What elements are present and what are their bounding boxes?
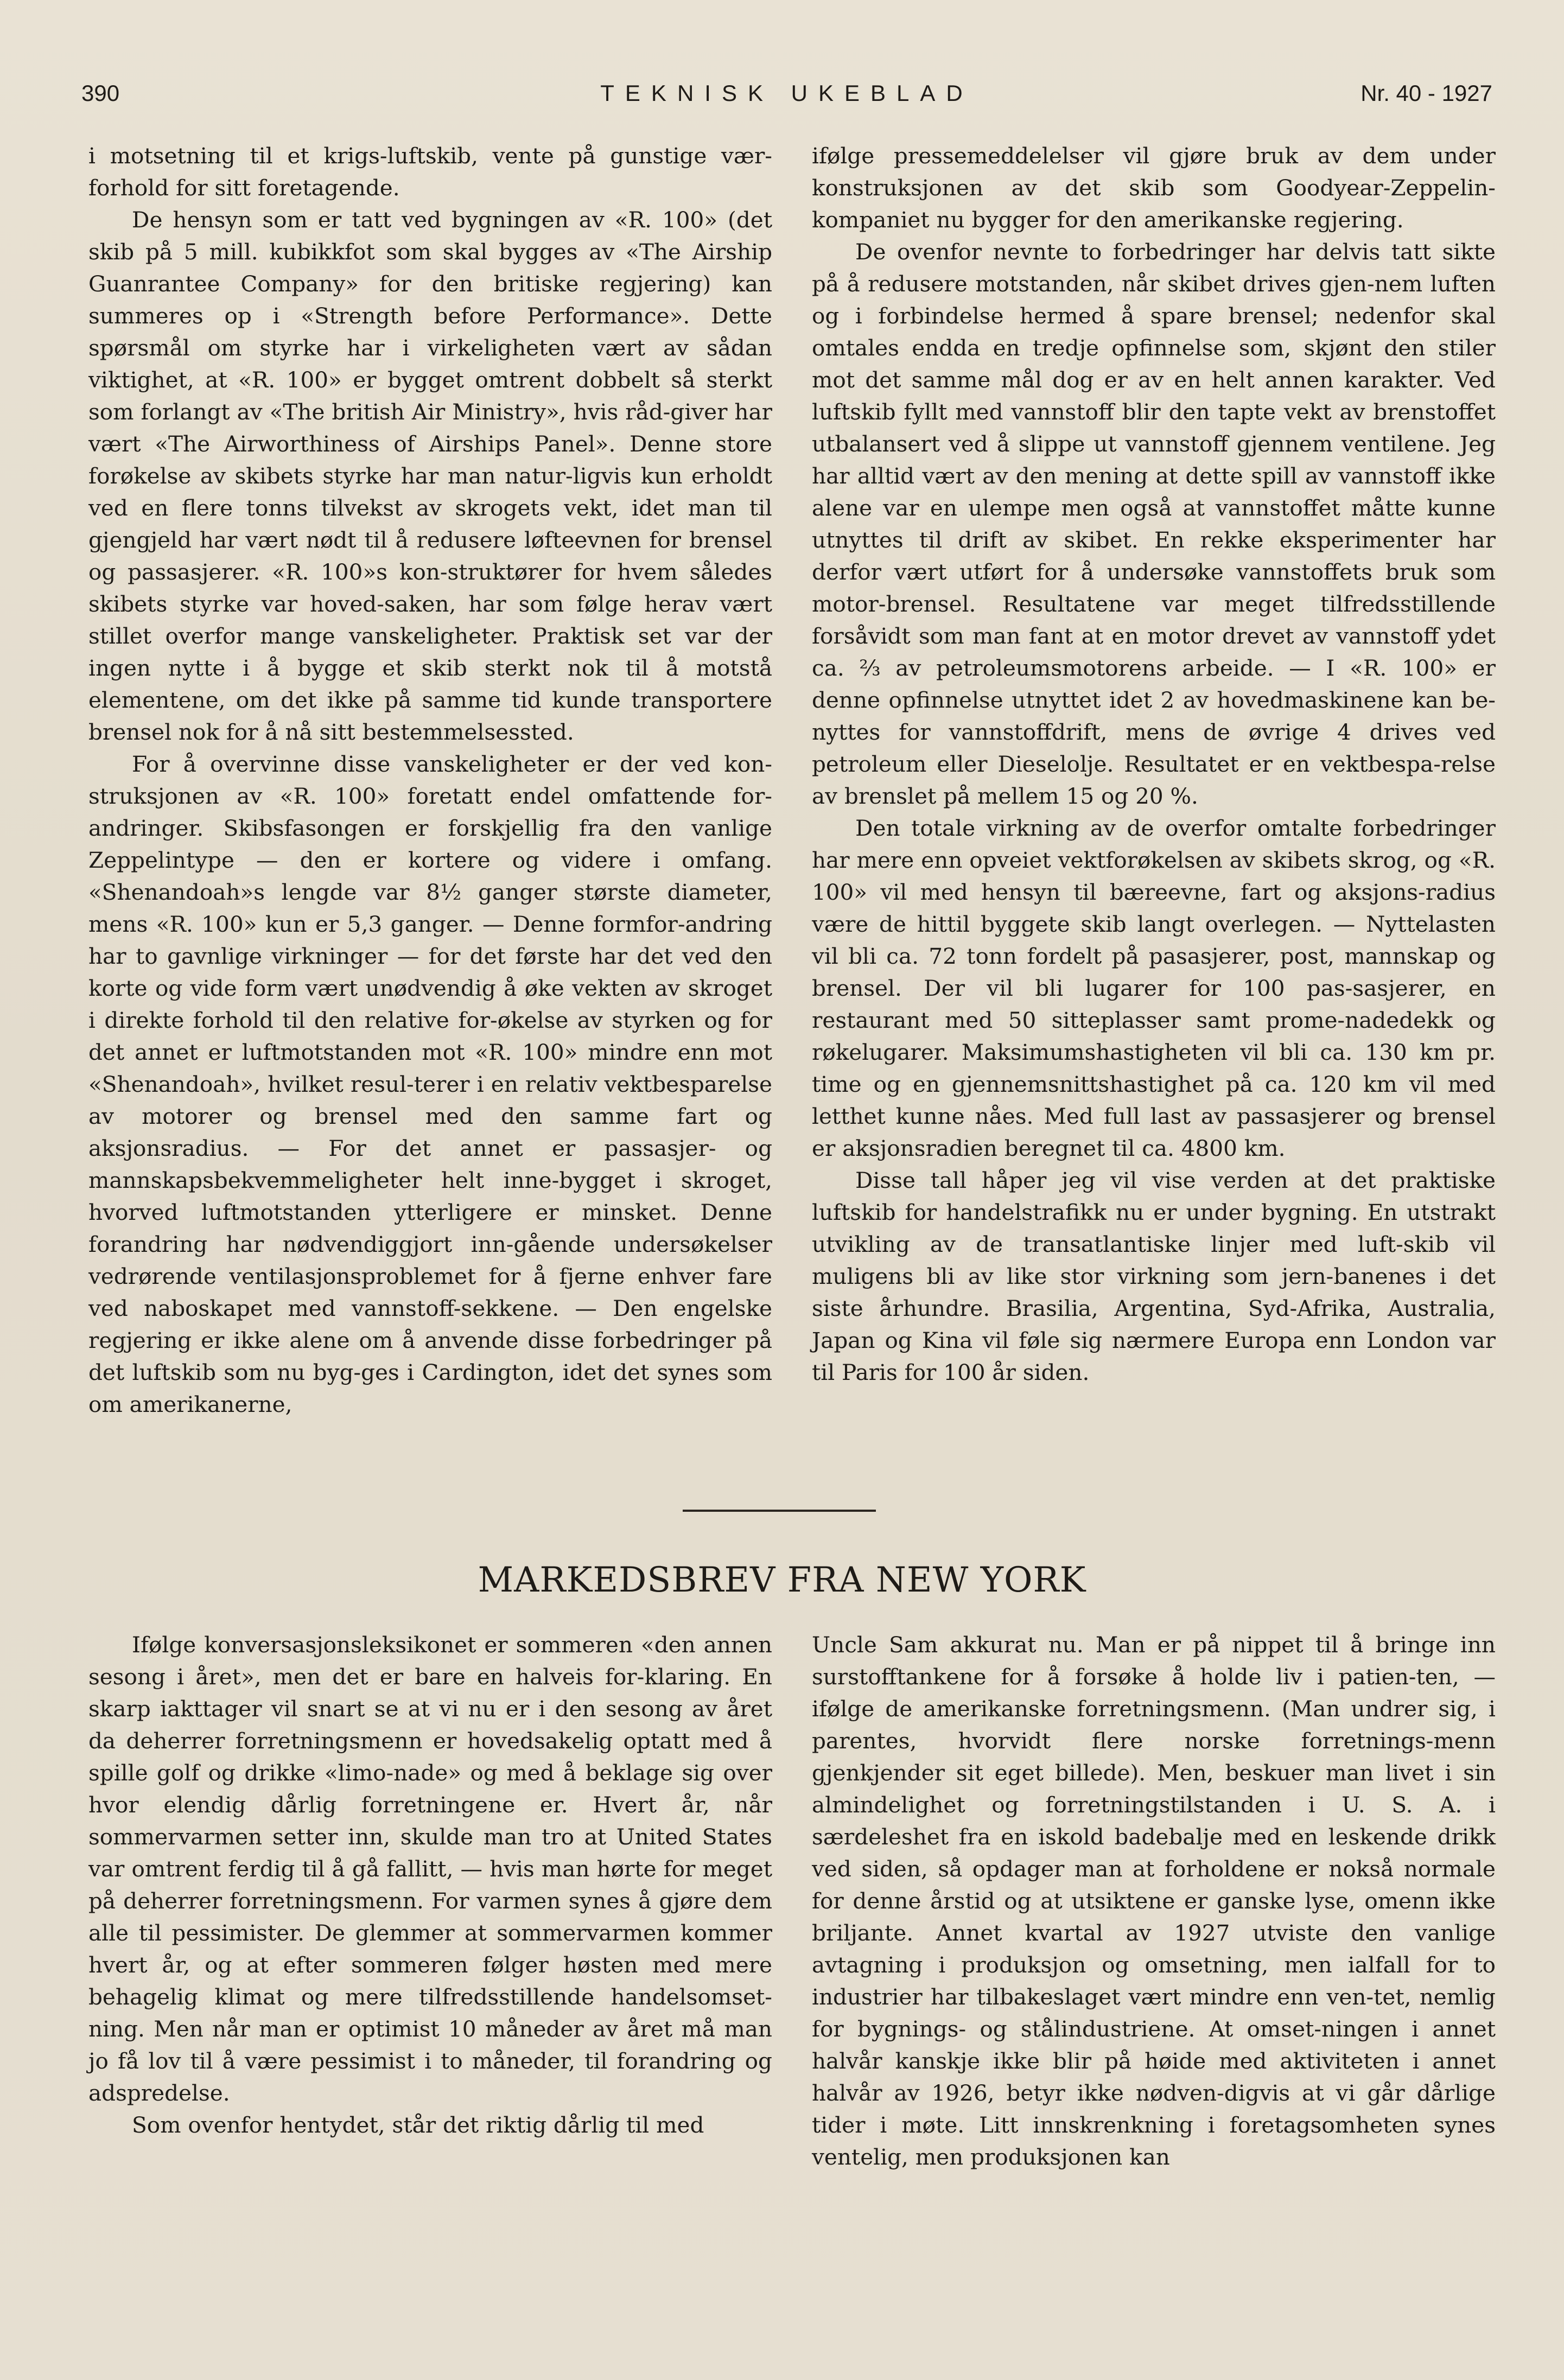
publication-title: TEKNISK UKEBLAD — [600, 80, 974, 106]
article2-right-column — [812, 1629, 1496, 2173]
paragraph: Som ovenfor hentydet, står det riktig dårlig til med — [132, 2112, 704, 2138]
article2-title: MARKEDSBREV FRA NEW YORK — [478, 1560, 1086, 1600]
paragraph: Disse tall håper jeg vil vise verden at det praktiske luftskib for handelstrafikk nu er under bygning. En utstrakt utvikling av de transatlantiske linjer med luft-skib vil muligens bli av like stor virkning som jern-banenes i det siste århundre. Brasilia, Argentina, Syd-Afrika, Australia, Japan og Kina vil føle sig nærmere Europa enn London var til Paris for 100 år siden. — [812, 1167, 1496, 1385]
paragraph: De hensyn som er tatt ved bygningen av «R. 100» (det skib på 5 mill. kubikkfot som skal bygges av «The Airship Guanrantee Company» for den britiske regjering) kan summeres op i «Strength before Performance». Dette spørsmål om styrke har i virkeligheten vært av sådan viktighet, at «R. 100» er bygget omtrent dobbelt så sterkt som forlangt av «The british Air Ministry», hvis råd-giver har vært «The Airworthiness of Airships Panel». Denne store forøkelse av skibets styrke har man natur-ligvis kun erholdt ved en flere tonns tilvekst av skrogets vekt, idet man til gjengjeld har vært nødt til å redusere løfteevnen for brensel og passasjerer. «R. 100»s kon-struktører for hvem således skibets styrke var hoved-saken, har som følge herav vært stillet overfor mange vanskeligheter. Praktisk set var der ingen nytte i å bygge et skib sterkt nok til å motstå elementene, om det ikke på samme tid kunde transportere brensel nok for å nå sitt bestemmelsessted. — [88, 207, 772, 745]
paragraph: ifølge pressemeddelelser vil gjøre bruk av dem under konstruksjonen av det skib som Goodyear-Zeppelin-kompaniet nu bygger for den amerikanske regjering. — [812, 143, 1496, 233]
section-divider — [683, 1510, 876, 1512]
paragraph: Uncle Sam akkurat nu. Man er på nippet til å bringe inn surstofftankene for å forsøke å holde liv i patien-ten, — ifølge de amerikanske forretningsmenn. (Man undrer sig, i parentes, hvorvidt flere norske forretnings-menn gjenkjender sit eget billede). Men, beskuer man livet i sin almindelighet og forretningstilstanden i U. S. A. i særdeleshet fra en iskold badebalje med en leskende drikk ved siden, så opdager man at forholdene er nokså normale for denne årstid og at utsiktene er ganske lyse, omenn ikke briljante. Annet kvartal av 1927 utviste den vanlige avtagning i produksjon og omsetning, men ialfall for to industrier har tilbakeslaget vært mindre enn ven-tet, nemlig for bygnings- og stålindustriene. At omset-ningen i annet halvår kanskje ikke blir på høide med aktiviteten i annet halvår av 1926, betyr ikke nødven-digvis at vi går dårlige tider i møte. Litt innskrenkning i foretagsomheten synes ventelig, men produksjonen kan — [812, 1632, 1496, 2170]
paragraph: For å overvinne disse vanskeligheter er der ved kon-struksjonen av «R. 100» foretatt endel omfattende for-andringer. Skibsfasongen er forskjellig fra den vanlige Zeppelintype — den er kortere og videre i omfang. «Shenandoah»s lengde var 8½ ganger største diameter, mens «R. 100» kun er 5,3 ganger. — Denne formfor-andring har to gavnlige virkninger — for det første har det ved den korte og vide form vært unødvendig å øke vekten av skroget i direkte forhold til den relative for-økelse av styrken og for det annet er luftmotstanden mot «R. 100» mindre enn mot «Shenandoah», hvilket resul-terer i en relativ vektbesparelse av motorer og brensel med den samme fart og aksjonsradius. — For det annet er passasjer- og mannskapsbekvemmeligheter helt inne-bygget i skroget, hvorved luftmotstanden ytterligere er minsket. Denne forandring har nødvendiggjort inn-gående undersøkelser vedrørende ventilasjonsproblemet for å fjerne enhver fare ved naboskapet med vannstoff-sekkene. — Den engelske regjering er ikke alene om å anvende disse forbedringer på det luftskib som nu byg-ges i Cardington, idet det synes som om amerikanerne, — [88, 751, 772, 1417]
paragraph: Ifølge konversasjonsleksikonet er sommeren «den annen sesong i året», men det er bare en halveis for-klaring. En skarp iakttager vil snart se at vi nu er i den sesong av året da deherrer forretningsmenn er hovedsakelig optatt med å spille golf og drikke «limo-nade» og med å beklage sig over hvor elendig dårlig forretningene er. Hvert år, når sommervarmen setter inn, skulde man tro at United States var omtrent ferdig til å gå fallitt, — hvis man hørte for meget på deherrer forretningsmenn. For varmen synes å gjøre dem alle til pessimister. De glemmer at sommervarmen kommer hvert år, og at efter sommeren følger høsten med mere behagelig klimat og mere tilfredsstillende handelsomset-ning. Men når man er optimist 10 måneder av året må man jo få lov til å være pessimist i to måneder, til forandring og adspredelse. — [88, 1632, 772, 2106]
paragraph: De ovenfor nevnte to forbedringer har delvis tatt sikte på å redusere motstanden, når skibet drives gjen-nem luften og i forbindelse hermed å spare brensel; nedenfor skal omtales endda en tredje opfinnelse som, skjønt den stiler mot det samme mål dog er av en helt annen karakter. Ved luftskib fyllt med vannstoff blir den tapte vekt av brenstoffet utbalansert ved å slippe ut vannstoff gjennem ventilene. Jeg har alltid vært av den mening at dette spill av vannstoff ikke alene var en ulempe men også at vannstoffet måtte kunne utnyttes til drift av skibet. En rekke eksperimenter har derfor vært utført for å undersøke vannstoffets bruk som motor-brensel. Resultatene var meget tilfredsstillende forsåvidt som man fant at en motor drevet av vannstoff ydet ca. ⅔ av petroleumsmotorens arbeide. — I «R. 100» er denne opfinnelse utnyttet idet 2 av hovedmaskinene kan be-nyttes for vannstoffdrift, mens de øvrige 4 drives ved petroleum eller Dieselolje. Resultatet er en vektbespa-relse av brenslet på mellem 15 og 20 %. — [812, 239, 1496, 809]
page-number: 390 — [81, 80, 120, 106]
paragraph: Den totale virkning av de overfor omtalte forbedringer har mere enn opveiet vektforøkelsen av skibets skrog, og «R. 100» vil med hensyn til bæreevne, fart og aksjons-radius være de hittil byggete skib langt overlegen. — Nyttelasten vil bli ca. 72 tonn fordelt på pasasjerer, post, mannskap og brensel. Der vil bli lugarer for 100 pas-sasjerer, en restaurant med 50 sitteplasser samt prome-nadedekk og røkelugarer. Maksimumshastigheten vil bli ca. 130 km pr. time og en gjennemsnittshastighet på ca. 120 km vil med letthet kunne nåes. Med full last av passasjerer og brensel er aksjonsradien beregnet til ca. 4800 km. — [812, 815, 1496, 1161]
page-header — [81, 80, 1492, 113]
issue-number: Nr. 40 - 1927 — [1360, 80, 1492, 106]
article1-left-column — [88, 140, 772, 1421]
paragraph: i motsetning til et krigs-luftskib, vente på gunstige vær-forhold for sitt foretagende. — [88, 143, 772, 201]
article2-left-column — [88, 1629, 772, 2141]
article1-right-column — [812, 140, 1496, 1389]
